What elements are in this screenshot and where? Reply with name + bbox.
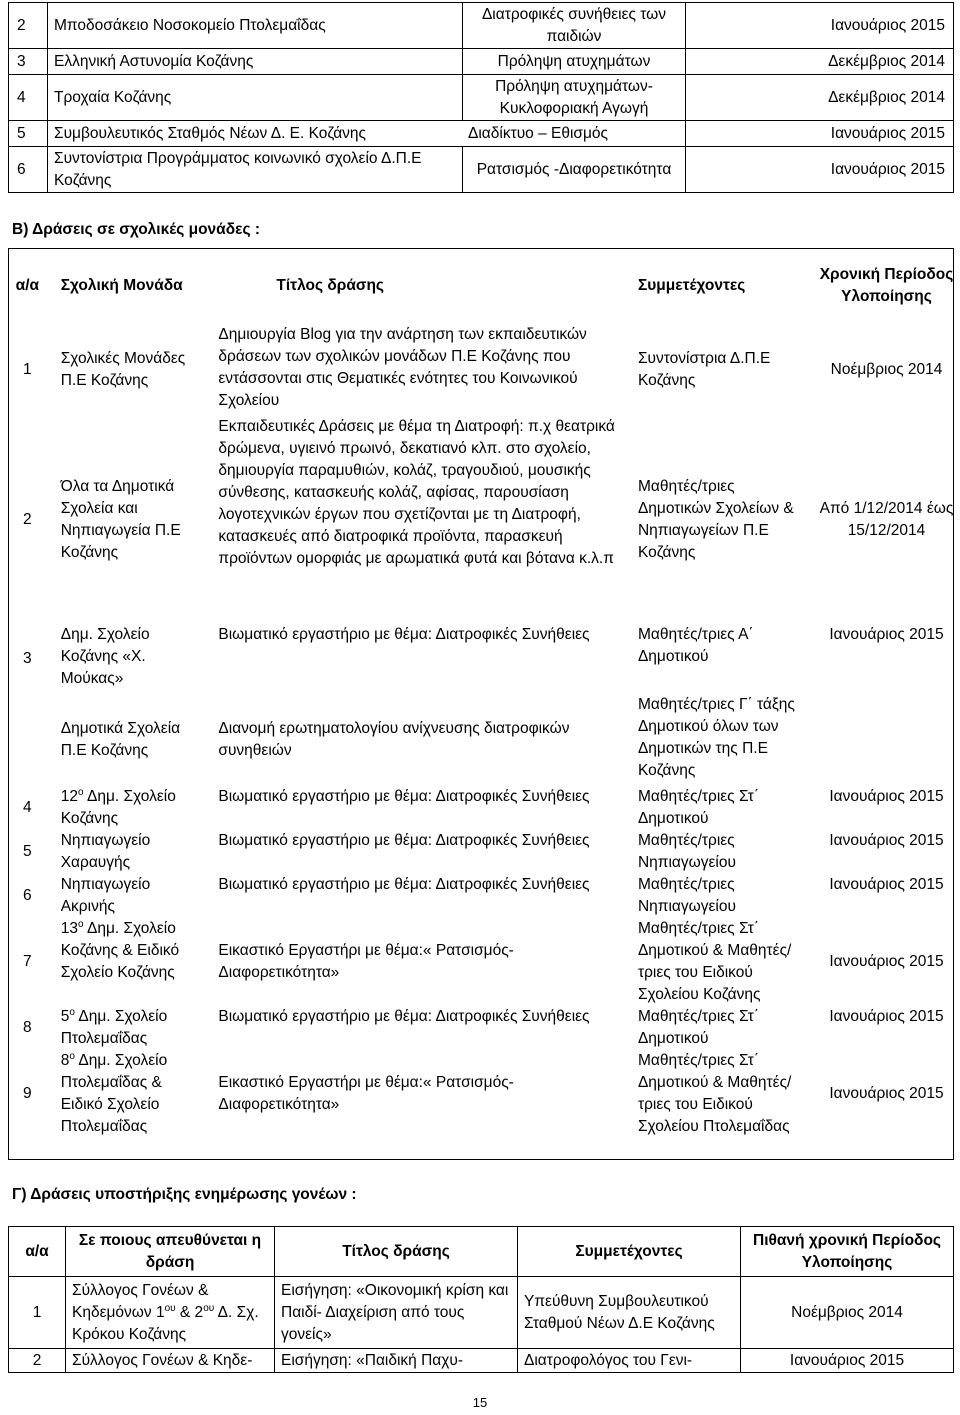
- action-title: Εκπαιδευτικές Δράσεις με θέμα τη Διατροφή: π.χ θεατρικά δρώμενα, υγιεινό πρωινό, δεκατιανό κλπ. στο σχολείο, δημιουργία παραμυθιών, κολάζ, τραγουδιού, μουσικής σύνθεσης, κατασκευής κολάζ, αφίσας, παρουσίαση λογοτεχνικών έργων που σχετίζονται με τη Διατροφή, κατασκευές από διατροφικά προϊόντα, παρασκευή προϊόντων ομορφιάς με αρωματικά φυτά και βότανα κ.λ.π: [218, 418, 615, 567]
- school: Δημοτικά Σχολεία Π.Ε Κοζάνης: [60, 720, 181, 759]
- date: Δεκέμβριος 2014: [686, 75, 954, 121]
- action-title: Βιωματικό εργαστήριο με θέμα: Διατροφικές Συνήθειες: [218, 832, 590, 849]
- header-participants: Συμμετέχοντες: [518, 1227, 741, 1277]
- audience-part: Σύλλογος Γονέων & Κηδεμόνων 1: [72, 1281, 209, 1321]
- school-ordinal: 5: [60, 1008, 70, 1025]
- school: [55, 1050, 213, 1138]
- table-row: [0, 874, 960, 918]
- agency: Ελληνική Αστυνομία Κοζάνης: [48, 49, 463, 75]
- section-c-heading: Γ) Δράσεις υποστήριξης ενημέρωσης γονέων :: [12, 1186, 357, 1203]
- table-row: [9, 1349, 954, 1373]
- action-title: Διανομή ερωτηματολογίου ανίχνευσης διατροφικών συνηθειών: [218, 720, 570, 759]
- school: [55, 1006, 213, 1050]
- period: Ιανουάριος 2015: [829, 1085, 944, 1102]
- action-title: Δημιουργία Blog για την ανάρτηση των εκπαιδευτικών δράσεων των σχολικών μονάδων Π.Ε Κοζάνης που εντάσσονται στις Θεματικές ενότητες του Κοινωνικού Σχολείου: [218, 326, 587, 409]
- date: Ιανουάριος 2015: [686, 121, 954, 147]
- participants: Υπεύθυνη Συμβουλευτικού Σταθμού Νέων Δ.Ε Κοζάνης: [518, 1277, 741, 1349]
- period: Ιανουάριος 2015: [829, 788, 944, 805]
- header-num: α/α: [9, 1227, 66, 1277]
- school-ordinal: 8: [60, 1052, 70, 1069]
- table-row: [9, 75, 954, 121]
- agency: Μποδοσάκειο Νοσοκομείο Πτολεμαΐδας: [48, 3, 463, 49]
- participants: Μαθητές/τριες Στ΄ Δημοτικού & Μαθητές/τριες του Ειδικού Σχολείου Κοζάνης: [637, 920, 792, 1003]
- page-number: 15: [472, 1395, 488, 1410]
- row-number: 6: [23, 887, 32, 904]
- school: [55, 918, 213, 1006]
- period: Από 1/12/2014 έως 15/12/2014: [819, 500, 954, 539]
- audience-part: & 2: [175, 1303, 204, 1321]
- school-name: Δημ. Σχολείο Κοζάνης & Ειδικό Σχολείο Κοζάνης: [60, 920, 180, 981]
- topic: Διατροφικές συνήθειες των παιδιών: [463, 3, 686, 49]
- table-row: [0, 918, 960, 1006]
- header-school: Σχολική Μονάδα: [60, 277, 183, 294]
- audience: [66, 1277, 275, 1349]
- table-row: [9, 3, 954, 49]
- agency: Τροχαία Κοζάνης: [48, 75, 463, 121]
- ordinal-suffix: ο: [77, 918, 84, 930]
- period: Νοέμβριος 2014: [830, 361, 943, 378]
- header-title: Τίτλος δράσης: [275, 1227, 518, 1277]
- row-number: 4: [23, 799, 32, 816]
- ordinal-suffix: ο: [69, 1006, 75, 1018]
- header-row: [9, 1227, 954, 1277]
- table-row: [9, 121, 954, 147]
- period: Νοέμβριος 2014: [741, 1277, 954, 1349]
- period: Ιανουάριος 2015: [829, 953, 944, 970]
- agencies-table: [8, 2, 954, 193]
- action-title: Βιωματικό εργαστήριο με θέμα: Διατροφικές Συνήθειες: [218, 1008, 590, 1025]
- row-number: [0, 694, 55, 786]
- header-period: Χρονική Περίοδος Υλοποίησης: [819, 266, 954, 305]
- participants: Συντονίστρια Δ.Π.Ε Κοζάνης: [637, 350, 771, 389]
- table-row: [0, 416, 960, 624]
- row-number: 2: [9, 1349, 66, 1373]
- school: Νηπιαγωγείο Χαραυγής: [60, 832, 151, 871]
- topic: Πρόληψη ατυχημάτων- Κυκλοφοριακή Αγωγή: [463, 75, 686, 121]
- audience-part: Δ. Σχ. Κρόκου Κοζάνης: [72, 1303, 259, 1343]
- school: Δημ. Σχολείο Κοζάνης «Χ. Μούκας»: [60, 626, 150, 687]
- ordinal-suffix: ο: [69, 1050, 75, 1062]
- row-number: 7: [23, 953, 32, 970]
- school: [55, 786, 213, 830]
- school-name: Δημ. Σχολείο Πτολεμαΐδας & Ειδικό Σχολείο Πτολεμαΐδας: [60, 1052, 168, 1135]
- participants: Διατροφολόγος του Γενι-: [518, 1349, 741, 1373]
- action-title: Εισήγηση: «Παιδική Παχυ-: [275, 1349, 518, 1373]
- participants: Μαθητές/τριες Νηπιαγωγείου: [637, 832, 736, 871]
- ordinal-suffix: ου: [203, 1302, 215, 1314]
- school-ordinal: 12: [60, 788, 78, 805]
- agency-topic: [48, 121, 686, 147]
- school: Νηπιαγωγείο Ακρινής: [60, 876, 151, 915]
- period: Ιανουάριος 2015: [741, 1349, 954, 1373]
- action-title: Εισήγηση: «Οικονομική κρίση και Παιδί- Διαχείριση από τους γονείς»: [275, 1277, 518, 1349]
- ordinal-suffix: ου: [164, 1302, 176, 1314]
- header-title: Τίτλος δράσης: [276, 277, 384, 294]
- ordinal-suffix: ο: [77, 786, 84, 798]
- participants: Μαθητές/τριες Στ΄ Δημοτικού: [637, 788, 760, 827]
- period: Ιανουάριος 2015: [829, 876, 944, 893]
- table-row: [0, 324, 960, 416]
- header-participants: Συμμετέχοντες: [637, 277, 746, 294]
- row-number: 6: [9, 147, 48, 193]
- agency: Συμβουλευτικός Σταθμός Νέων Δ. Ε. Κοζάνης: [54, 124, 367, 142]
- row-number: 1: [9, 1277, 66, 1349]
- participants: Μαθητές/τριες Νηπιαγωγείου: [637, 876, 736, 915]
- row-number: 1: [23, 361, 32, 378]
- header-num: α/α: [15, 277, 40, 294]
- row-number: 8: [23, 1019, 32, 1036]
- table-row: [0, 1050, 960, 1138]
- table-row: [0, 786, 960, 830]
- period: [813, 694, 960, 786]
- row-number: 9: [23, 1085, 32, 1102]
- date: Ιανουάριος 2015: [686, 147, 954, 193]
- participants: Μαθητές/τριες Α΄ Δημοτικού: [637, 626, 754, 665]
- table-row: [0, 1006, 960, 1050]
- participants: Μαθητές/τριες Στ΄ Δημοτικού & Μαθητές/τριες του Ειδικού Σχολείου Πτολεμαΐδας: [637, 1052, 792, 1135]
- header-audience: Σε ποιους απευθύνεται η δράση: [66, 1227, 275, 1277]
- period: Ιανουάριος 2015: [829, 832, 944, 849]
- row-number: 3: [23, 650, 32, 667]
- school-name: Δημ. Σχολείο Κοζάνης: [60, 788, 176, 827]
- participants: Μαθητές/τριες Δημοτικών Σχολείων & Νηπιαγωγείων Π.Ε Κοζάνης: [637, 478, 794, 561]
- header-period: Πιθανή χρονική Περίοδος Υλοποίησης: [741, 1227, 954, 1277]
- date: Ιανουάριος 2015: [686, 3, 954, 49]
- date: Δεκέμβριος 2014: [686, 49, 954, 75]
- header-row: [0, 248, 960, 324]
- period: Ιανουάριος 2015: [829, 1008, 944, 1025]
- participants: Μαθητές/τριες Γ΄ τάξης Δημοτικού όλων των Δημοτικών της Π.Ε Κοζάνης: [637, 696, 795, 779]
- action-title: Εικαστικό Εργαστήρι με θέμα:« Ρατσισμός- Διαφορετικότητα»: [218, 1074, 514, 1113]
- action-title: Εικαστικό Εργαστήρι με θέμα:« Ρατσισμός- Διαφορετικότητα»: [218, 942, 514, 981]
- period: Ιανουάριος 2015: [829, 626, 944, 643]
- participants: Μαθητές/τριες Στ΄ Δημοτικού: [637, 1008, 760, 1047]
- school-ordinal: 13: [60, 920, 78, 937]
- topic: Ρατσισμός -Διαφορετικότητα: [463, 147, 686, 193]
- table-row: [0, 694, 960, 786]
- school: Όλα τα Δημοτικά Σχολεία και Νηπιαγωγεία Π.Ε Κοζάνης: [60, 478, 181, 561]
- row-number: 5: [9, 121, 48, 147]
- school: Σχολικές Μονάδες Π.Ε Κοζάνης: [60, 350, 186, 389]
- table-row: [9, 1277, 954, 1349]
- row-number: 5: [23, 843, 32, 860]
- row-number: 3: [9, 49, 48, 75]
- action-title: Βιωματικό εργαστήριο με θέμα: Διατροφικές Συνήθειες: [218, 626, 590, 643]
- school-name: Δημ. Σχολείο Πτολεμαΐδας: [60, 1008, 168, 1047]
- section-b-heading: Β) Δράσεις σε σχολικές μονάδες :: [12, 221, 260, 238]
- table-row: [9, 49, 954, 75]
- row-number: 2: [9, 3, 48, 49]
- table-row: [9, 147, 954, 193]
- topic: Πρόληψη ατυχημάτων: [463, 49, 686, 75]
- audience: Σύλλογος Γονέων & Κηδε-: [66, 1349, 275, 1373]
- parents-actions-table: [8, 1226, 954, 1373]
- action-title: Βιωματικό εργαστήριο με θέμα: Διατροφικές Συνήθειες: [218, 876, 590, 893]
- agency: Συντονίστρια Προγράμματος κοινωνικό σχολείο Δ.Π.Ε Κοζάνης: [48, 147, 463, 193]
- school-actions-table: [0, 248, 960, 1138]
- table-row: [0, 624, 960, 694]
- topic: Διαδίκτυο – Εθισμός: [468, 124, 609, 142]
- row-number: 4: [9, 75, 48, 121]
- row-number: 2: [23, 511, 32, 528]
- action-title: Βιωματικό εργαστήριο με θέμα: Διατροφικές Συνήθειες: [218, 788, 590, 805]
- table-row: [0, 830, 960, 874]
